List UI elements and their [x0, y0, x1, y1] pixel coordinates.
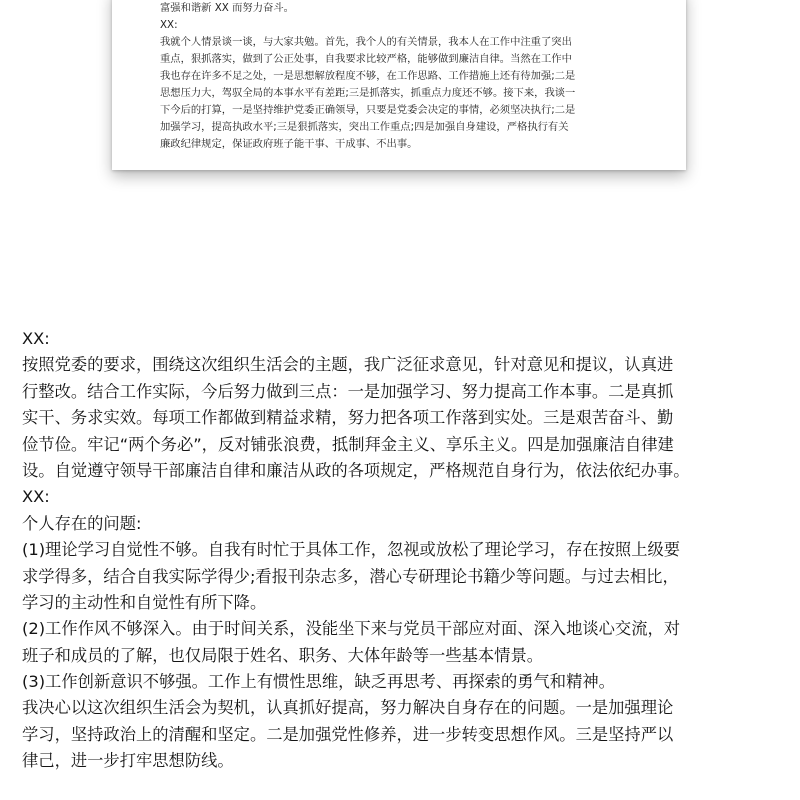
preview-line: 廉政纪律规定，保证政府班子能干事、干成事、不出事。	[160, 138, 418, 150]
preview-line: 我就个人情景谈一谈，与大家共勉。首先，我个人的有关情景，我本人在工作中注重了突出	[160, 36, 572, 48]
paragraph-line: 行整改。结合工作实际，今后努力做到三点：一是加强学习、努力提高工作本事。二是真抓	[22, 381, 674, 401]
paragraph-line: 律己，进一步打牢思想防线。	[22, 751, 234, 771]
paragraph-line: 学习的主动性和自觉性有所下降。	[22, 592, 267, 612]
paragraph-line: 我决心以这次组织生活会为契机，认真抓好提高，努力解决自身存在的问题。一是加强理论	[22, 698, 674, 718]
paragraph-line: 实干、务求实效。每项工作都做到精益求精，努力把各项工作落到实处。三是艰苦奋斗、勤	[22, 408, 674, 428]
preview-line: 重点，狠抓落实，做到了公正处事，自我要求比较严格，能够做到廉洁自律。当然在工作中	[160, 53, 572, 65]
paragraph-line: 班子和成员的了解，也仅局限于姓名、职务、大体年龄等一些基本情景。	[22, 645, 544, 665]
preview-line: XX:	[160, 19, 178, 31]
paragraph-line: (2)工作作风不够深入。由于时间关系，没能坐下来与党员干部应对面、深入地谈心交流，对	[22, 619, 681, 639]
paragraph-line: 俭节俭。牢记“两个务必”，反对铺张浪费，抵制拜金主义、享乐主义。四是加强廉洁自律建	[22, 434, 674, 454]
preview-line: 加强学习，提高执政水平;三是狠抓落实，突出工作重点;四是加强自身建设，严格执行有关	[160, 121, 569, 133]
document-preview-card	[112, 0, 686, 170]
section-heading: 个人存在的问题:	[22, 513, 142, 533]
paragraph-line: (1)理论学习自觉性不够。自我有时忙于具体工作，忽视或放松了理论学习，存在按照上级要	[22, 540, 681, 560]
preview-line: 我也存在许多不足之处，一是思想解放程度不够，在工作思路、工作措施上还有待加强;二是	[160, 70, 576, 82]
paragraph-line: 设。自觉遵守领导干部廉洁自律和廉洁从政的各项规定，严格规范自身行为，依法依纪办事。	[22, 460, 690, 480]
speaker-label: XX:	[22, 487, 50, 507]
speaker-label: XX:	[22, 329, 50, 348]
preview-line: 思想压力大，驾驭全局的本事水平有差距;三是抓落实，抓重点力度还不够。接下来，我谈一	[160, 87, 576, 99]
document-body	[22, 326, 782, 775]
preview-text-block	[160, 0, 658, 153]
preview-line: 下今后的打算，一是坚持维护党委正确领导，只要是党委会决定的事情，必须坚决执行;二是	[160, 104, 576, 116]
preview-line: 富强和谐新 XX 而努力奋斗。	[160, 2, 294, 14]
paragraph-line: (3)工作创新意识不够强。工作上有惯性思维，缺乏再思考、再探索的勇气和精神。	[22, 672, 615, 692]
paragraph-line: 学习，坚持政治上的清醒和坚定。二是加强党性修养，进一步转变思想作风。三是坚持严以	[22, 724, 674, 744]
paragraph-line: 求学得多，结合自我实际学得少;看报刊杂志多，潜心专研理论书籍少等问题。与过去相比，	[22, 566, 679, 586]
paragraph-line: 按照党委的要求，围绕这次组织生活会的主题，我广泛征求意见，针对意见和提议，认真进	[22, 355, 674, 375]
